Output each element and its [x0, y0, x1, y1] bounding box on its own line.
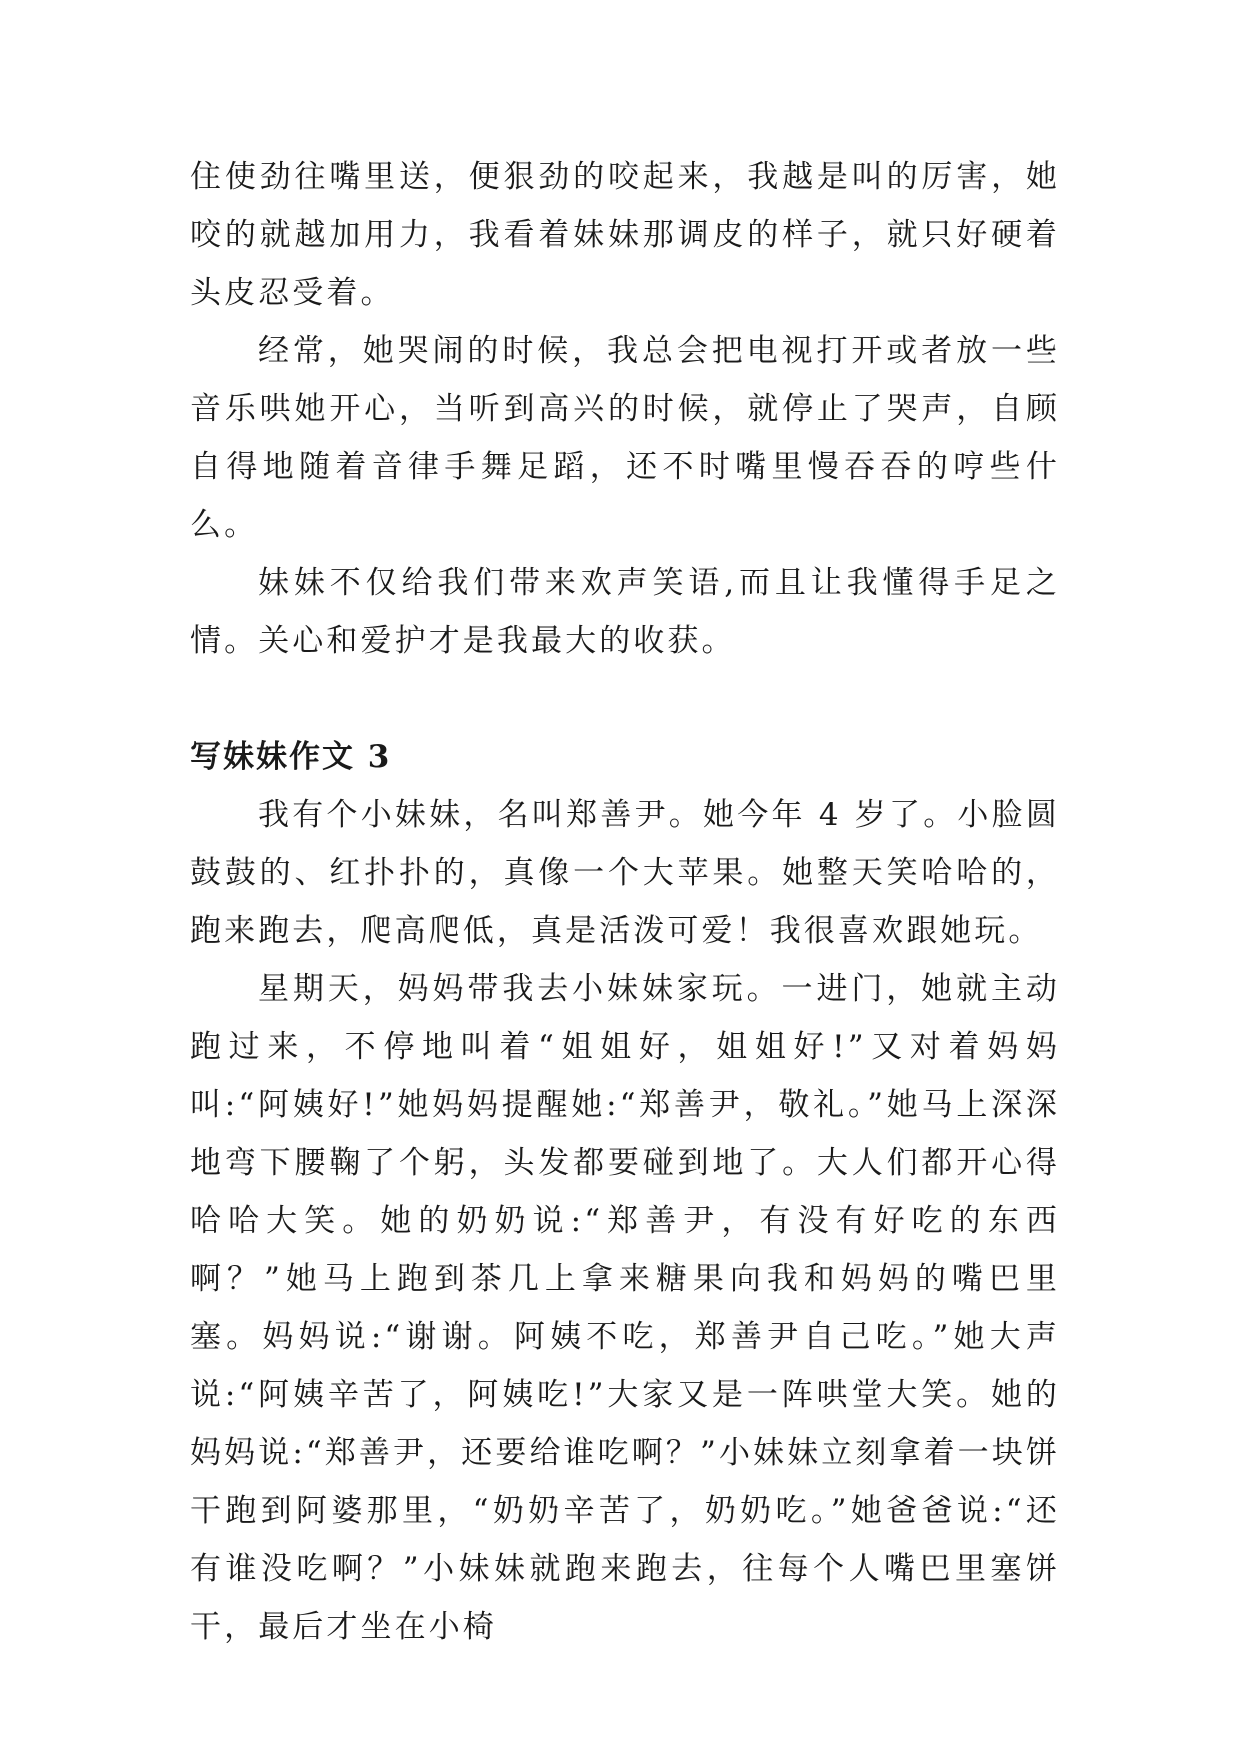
paragraph-1: 住使劲往嘴里送，便狠劲的咬起来，我越是叫的厉害，她咬的就越加用力，我看着妹妹那调皮的样子，就只好硬着头皮忍受着。: [190, 159, 1060, 311]
section-heading: 写妹妹作文 3: [190, 739, 392, 775]
paragraph-4: 我有个小妹妹，名叫郑善尹。她今年 4 岁了。小脸圆鼓鼓的、红扑扑的，真像一个大苹果。她整天笑哈哈的，跑来跑去，爬高爬低，真是活泼可爱！我很喜欢跟她玩。: [190, 797, 1060, 949]
paragraph-5: 星期天，妈妈带我去小妹妹家玩。一进门，她就主动跑过来，不停地叫着“姐姐好，姐姐好!”又对着妈妈叫:“阿姨好!”她妈妈提醒她:“郑善尹，敬礼。”她马上深深地弯下腰鞠了个躬，头发都要碰到地了。大人们都开心得哈哈大笑。她的奶奶说:“郑善尹，有没有好吃的东西啊？”她马上跑到茶几上拿来糖果向我和妈妈的嘴巴里塞。妈妈说:“谢谢。阿姨不吃，郑善尹自己吃。”她大声说:“阿姨辛苦了，阿姨吃!”大家又是一阵哄堂大笑。她的妈妈说:“郑善尹，还要给谁吃啊？”小妹妹立刻拿着一块饼干跑到阿婆那里，“奶奶辛苦了，奶奶吃。”她爸爸说:“还有谁没吃啊？”小妹妹就跑来跑去，往每个人嘴巴里塞饼干，最后才坐在小椅: [190, 971, 1060, 1645]
paragraph-3: 妹妹不仅给我们带来欢声笑语,而且让我懂得手足之情。关心和爱护才是我最大的收获。: [190, 565, 1060, 659]
document-page: [190, 148, 1060, 1656]
paragraph-2: 经常，她哭闹的时候，我总会把电视打开或者放一些音乐哄她开心，当听到高兴的时候，就停止了哭声，自顾自得地随着音律手舞足蹈，还不时嘴里慢吞吞的哼些什么。: [190, 333, 1060, 543]
